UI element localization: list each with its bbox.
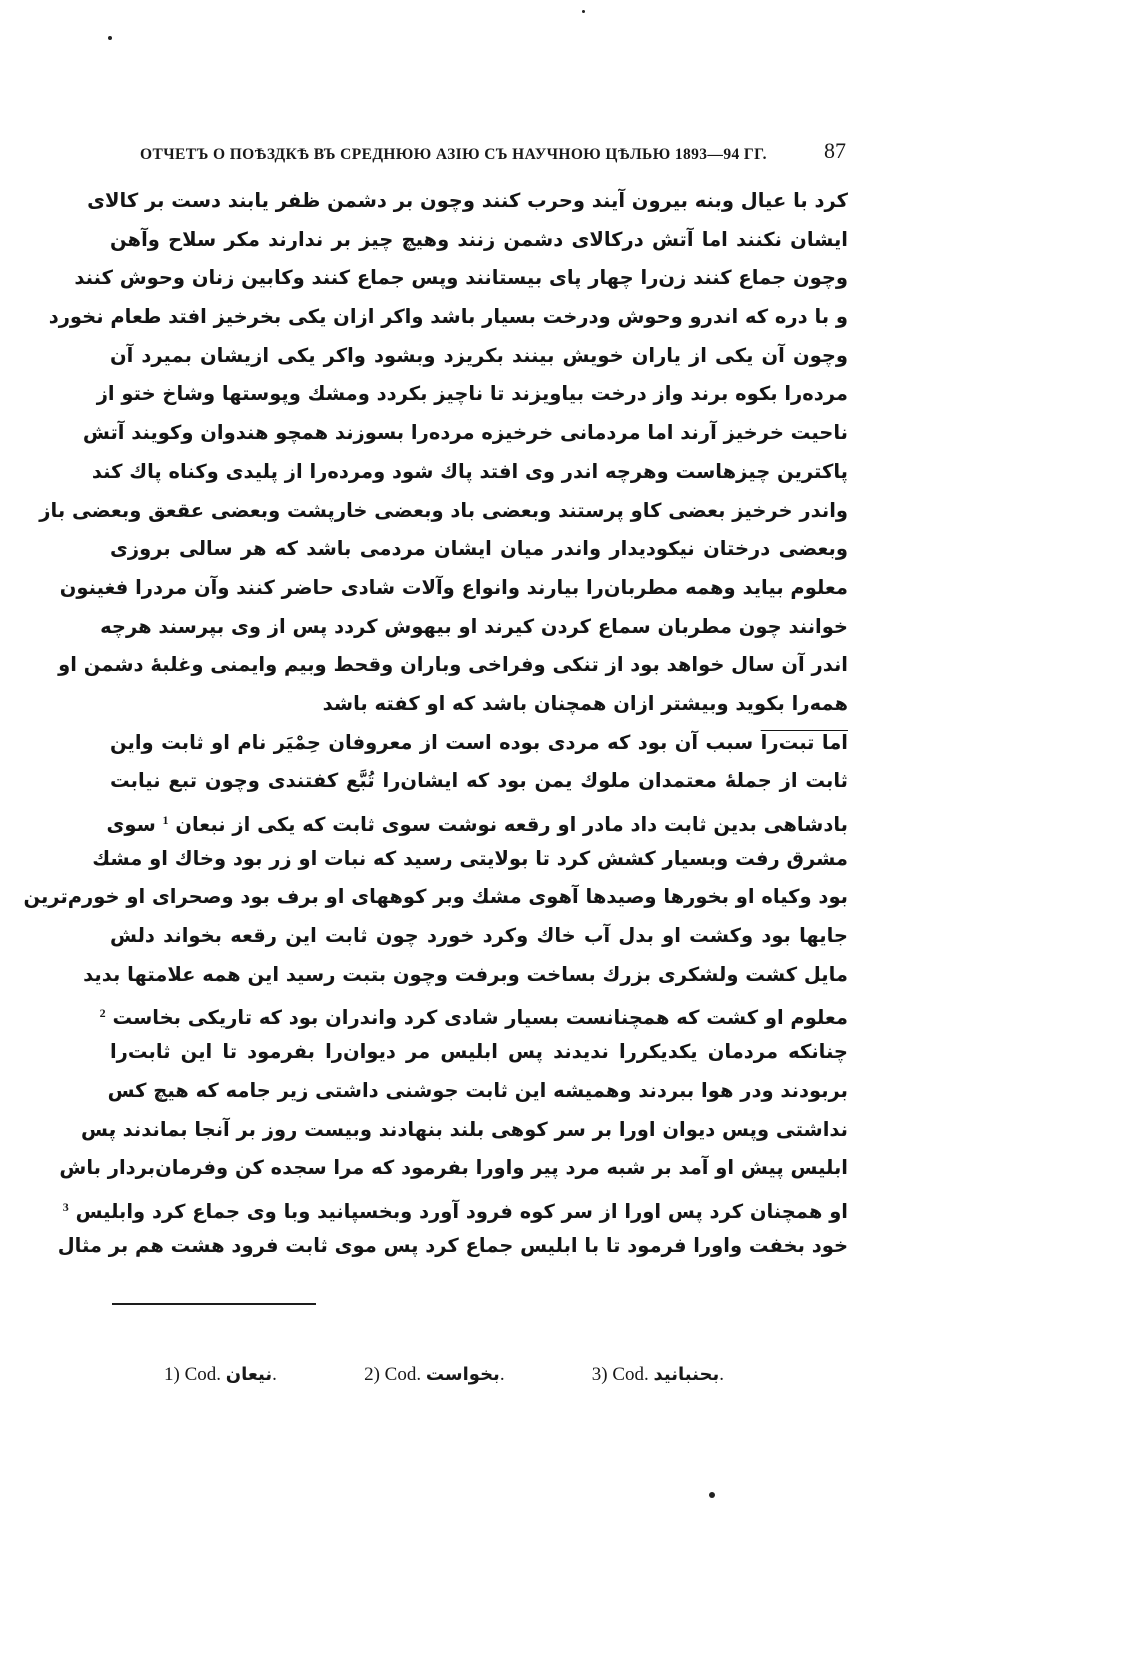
text-line: مایل کشت ولشکری بزرك بساخت وبرفت وچون بتبت رسید این همه علامتها بدید bbox=[83, 962, 848, 986]
footnote-number: 2) Cod. bbox=[364, 1364, 422, 1385]
footnote-number: 3) Cod. bbox=[591, 1364, 649, 1385]
text-line: ناحیت خرخیز آرند اما مردمانی خرخیزه مرده‌را بسوزند همچو هندوان وکویند آتش bbox=[82, 421, 848, 445]
text-line: ثابت از جملهٔ معتمدان ملوك یمن بود که ایشان‌را تُبَّع کفتندی وچون تبع نیابت bbox=[110, 769, 848, 793]
text-line bbox=[99, 994, 848, 1033]
text-line: کرد با عیال وبنه بیرون آیند وحرب کنند وچون بر دشمن ظفر یابند دست بر کالای bbox=[87, 189, 848, 212]
text-line: ابلیس پیش او آمد بر شبه مرد پیر واورا بفرمود که مرا سجده کن وفرمان‌بردار باش bbox=[59, 1156, 848, 1180]
text-line: نداشتی وپس دیوان اورا بر سر کوهی بلند بنهادند وبیست روز بر آنجا بماندند پس bbox=[80, 1117, 848, 1141]
text-run: معلوم او کشت که همچنانست بسیار شادی کرد واندران بود که تاریکی بخاست bbox=[112, 1006, 848, 1030]
text-line: اندر آن سال خواهد بود از تنکی وفراخی وباران وقحط وبیم وایمنی وغلبهٔ دشمن او bbox=[58, 653, 848, 677]
footnote-marker: 1 bbox=[162, 813, 169, 827]
text-line bbox=[62, 1188, 848, 1227]
text-line: پاکترین چیزهاست وهرچه اندر وی افتد پاك شود ومرده‌را از پلیدی وکناه پاك کند bbox=[91, 459, 848, 483]
footnote-number: 1) Cod. bbox=[164, 1364, 221, 1385]
text-run: سوی bbox=[106, 813, 156, 836]
text-line: ایشان نکنند اما آتش درکالای دشمن زنند وهیچ چیز بر ندارند مکر سلاح وآهن bbox=[110, 227, 848, 251]
footnote-end: . bbox=[272, 1364, 277, 1385]
text-line: خود بخفت واورا فرمود تا با ابلیس جماع کرد پس موی ثابت فرود هشت هم بر مثال bbox=[57, 1233, 848, 1257]
text-line: وچون آن یکی از یاران خویش بینند بکریزد وبشود واکر یکی ازیشان بمیرد آن bbox=[110, 343, 848, 367]
text-run: سبب آن بود که مردی بوده است از معروفان حِمْیَر نام او ثابت واین bbox=[110, 730, 761, 754]
footnote-end: . bbox=[499, 1364, 505, 1385]
paragraph-lead-phrase: اما تبت‌را bbox=[760, 730, 848, 754]
scan-speck bbox=[108, 36, 112, 40]
text-line: و با دره که اندرو وحوش ودرخت بسیار باشد واکر ازان یکی بخرخیز افتد طعام نخورد bbox=[48, 305, 848, 329]
footnotes bbox=[164, 1364, 724, 1386]
paragraph-1 bbox=[39, 182, 848, 724]
text-line: معلوم بیاید وهمه مطربان‌را بیارند وانواع وآلات شادی حاضر کنند وآن مردرا فغینون bbox=[59, 575, 848, 599]
text-line: جایها بود وکشت او بدل آب خاك وکرد خورد چون ثابت این رقعه بخواند دلش bbox=[110, 924, 848, 948]
text-line: مرده‌را بکوه برند واز درخت بیاویزند تا ناچیز بکردد ومشك وپوستها وشاخ ختو از bbox=[96, 382, 848, 406]
footnote-variant: بخواست bbox=[425, 1364, 500, 1385]
text-line: واندر خرخیز بعضی کاو پرستند وبعضی باد وبعضی خارپشت وبعضی عقعق وبعضی باز bbox=[39, 498, 848, 522]
running-title: ОТЧЕТЪ О ПОѢЗДКѢ ВЪ СРЕДНЮЮ АЗІЮ СЪ НАУЧНОЮ ЦѢЛЬЮ 1893—94 ГГ. bbox=[140, 146, 767, 163]
text-line: وچون جماع کنند زن‌را چهار پای بیستانند وپس جماع کنند وکابین زنان وحوش کنند bbox=[74, 266, 848, 290]
page-number: 87 bbox=[824, 138, 846, 163]
footnote-end: . bbox=[719, 1364, 724, 1385]
text-line: مشرق رفت وبسیار کشش کرد تا بولایتی رسید که نبات او زر بود وخاك او مشك bbox=[92, 846, 848, 870]
paragraph-2 bbox=[23, 724, 848, 1266]
main-text bbox=[23, 182, 848, 1265]
text-line: همه‌را بکوید وبیشتر ازان همچنان باشد که او کفته باشد bbox=[322, 691, 848, 715]
text-line: بود وکیاه او بخورها وصیدها آهوی مشك وبر کوههای او برف بود وصحرای او خورم‌ترین bbox=[23, 885, 848, 909]
scan-speck bbox=[582, 10, 585, 13]
footnote-variant: نیعان bbox=[225, 1364, 273, 1385]
footnote-marker: 3 bbox=[62, 1199, 69, 1214]
footnote-2 bbox=[364, 1364, 504, 1386]
text-line bbox=[110, 724, 848, 763]
footnote-marker: 2 bbox=[99, 1006, 106, 1021]
running-header bbox=[140, 136, 846, 164]
text-line bbox=[106, 801, 848, 840]
footnote-divider bbox=[112, 1303, 316, 1305]
text-run: بادشاهی بدین ثابت داد مادر او رقعه نوشت سوی ثابت که یکی از نبعان bbox=[175, 813, 848, 836]
scan-speck bbox=[709, 1492, 715, 1498]
text-line: چنانکه مردمان یکدیکررا ندیدند پس ابلیس مر دیوان‌را بفرمود تا این ثابت‌را bbox=[110, 1040, 848, 1064]
text-line: خوانند چون مطربان سماع کردن کیرند او بیهوش کردد پس از وی بپرسند هرچه bbox=[100, 614, 848, 638]
text-line: وبعضی درختان نیکودیدار واندر میان ایشان مردمی باشد که هر سالی بروزی bbox=[110, 537, 848, 561]
footnote-3 bbox=[592, 1364, 724, 1386]
text-line: بربودند ودر هوا ببردند وهمیشه این ثابت جوشنی داشتی زیر جامه که هیچ کس bbox=[107, 1078, 848, 1102]
footnote-1 bbox=[164, 1364, 277, 1386]
text-run: او همچنان کرد پس اورا از سر کوه فرود آورد وبخسپانید وبا وی جماع کرد وابلیس bbox=[75, 1199, 848, 1223]
footnote-variant: بحنبانید bbox=[653, 1364, 720, 1385]
